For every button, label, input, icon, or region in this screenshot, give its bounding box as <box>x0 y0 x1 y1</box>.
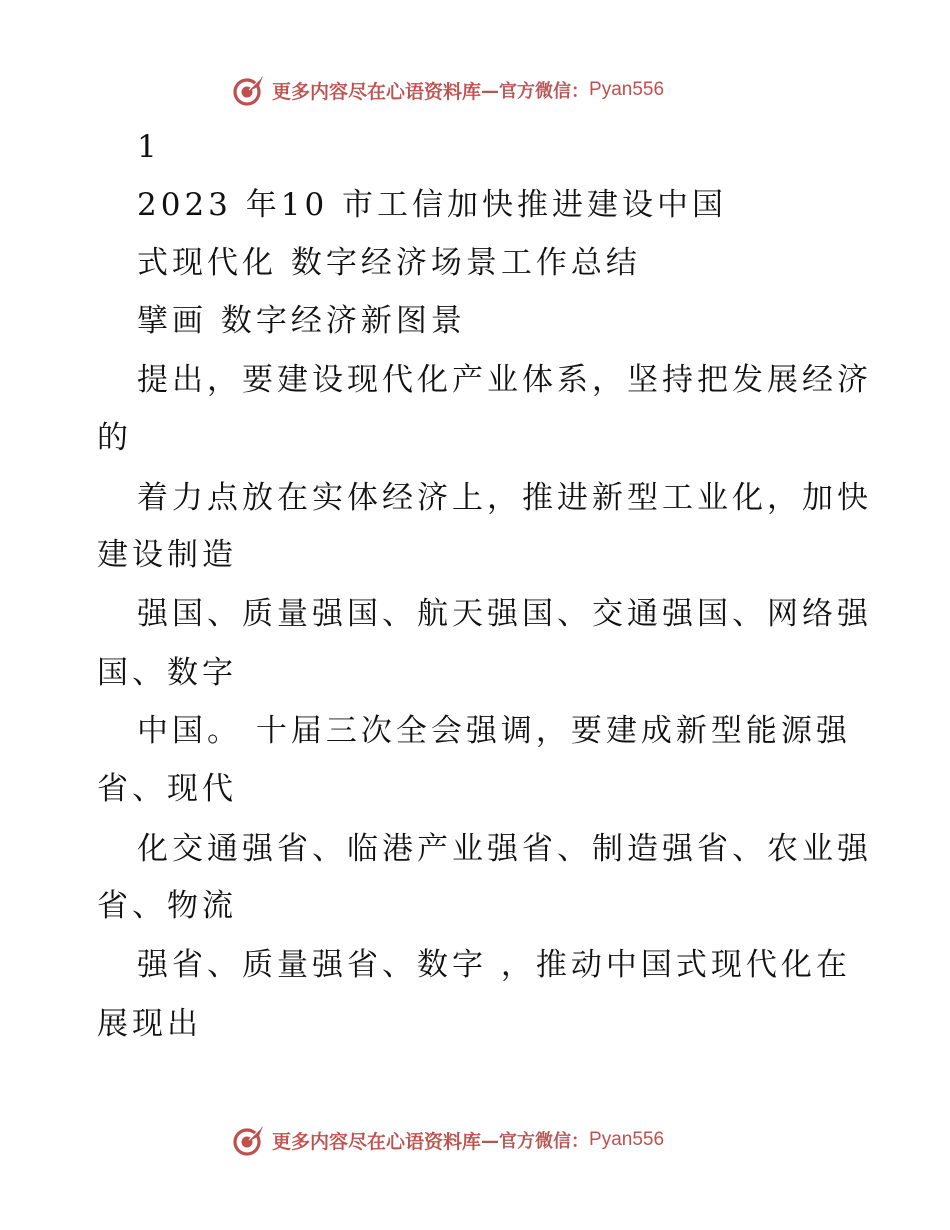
watermark-text-id: Pyan556 <box>589 1129 665 1150</box>
paragraph-line-wrap: 建设制造 <box>97 537 237 573</box>
paragraph-line-wrap: 的 <box>97 420 132 456</box>
watermark-text-separator: —官方微信： <box>481 81 590 102</box>
paragraph-line: 着力点放在实体经济上，推进新型工业化，加快 <box>137 480 872 516</box>
paragraph-line: 提出，要建设现代化产业体系，坚持把发展经济 <box>137 362 872 398</box>
page-number: 1 <box>137 129 161 165</box>
paragraph-line: 强省、质量强省、数字 ，推动中国式现代化在 <box>137 947 851 983</box>
paragraph-line-wrap: 展现出 <box>97 1006 202 1042</box>
watermark-text-id: Pyan556 <box>589 79 665 100</box>
watermark-text-main: 更多内容尽在心语资料库 <box>272 1130 482 1153</box>
watermark-banner-bottom <box>232 1122 664 1158</box>
paragraph-line: 强国、质量强国、航天强国、交通强国、网络强 <box>137 596 872 632</box>
doc-title-line-2: 式现代化 数字经济场景工作总结 <box>137 245 641 281</box>
paragraph-line-wrap: 省、物流 <box>97 888 237 924</box>
watermark-text-separator: —官方微信： <box>481 1131 590 1152</box>
quill-logo-icon <box>232 1123 266 1157</box>
paragraph-line: 化交通强省、临港产业强省、制造强省、农业强 <box>137 831 872 867</box>
paragraph-line-wrap: 国、数字 <box>97 655 237 691</box>
paragraph-line: 中国。 十届三次全会强调，要建成新型能源强 <box>137 713 851 749</box>
doc-title-line-1: 2023 年10 市工信加快推进建设中国 <box>137 187 728 223</box>
paragraph-line-wrap: 省、现代 <box>97 771 237 807</box>
watermark-text-main: 更多内容尽在心语资料库 <box>272 80 482 103</box>
doc-heading: 擘画 数字经济新图景 <box>137 303 466 339</box>
